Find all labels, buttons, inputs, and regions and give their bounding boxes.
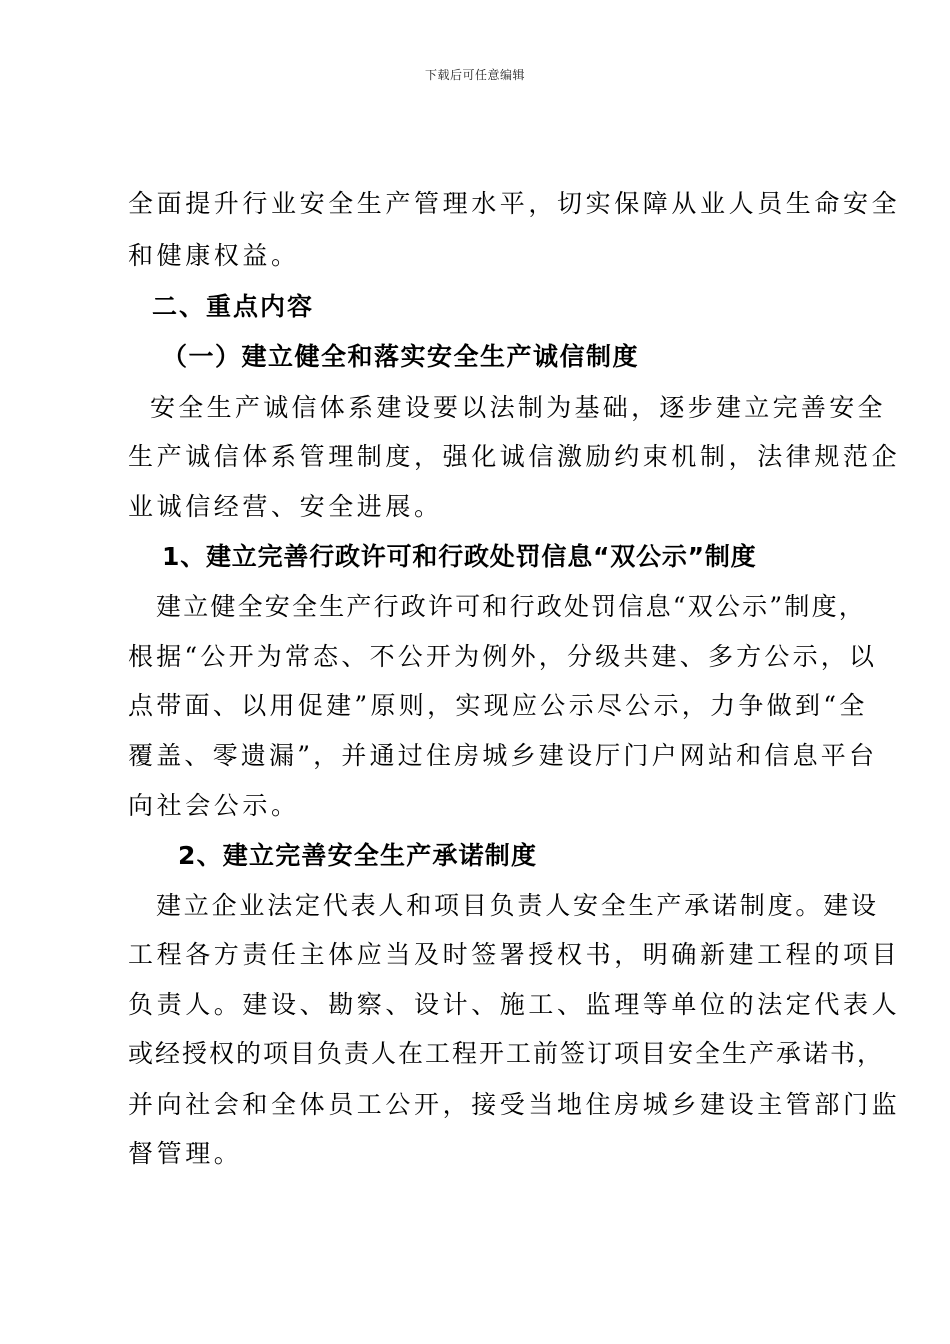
- paragraph-line: 或经授权的项目负责人在工程开工前签订项目安全生产承诺书，: [128, 1039, 885, 1068]
- paragraph-line: 并向社会和全体员工公开，接受当地住房城乡建设主管部门监: [128, 1090, 901, 1119]
- section-heading: 二、重点内容: [152, 292, 315, 321]
- section-heading: （一）建立健全和落实安全生产诚信制度: [162, 342, 640, 371]
- paragraph-line: 建立健全安全生产行政许可和行政处罚信息“双公示”制度，: [156, 592, 866, 621]
- paragraph-line: 生产诚信体系管理制度，强化诚信激励约束机制，法律规范企: [128, 442, 901, 471]
- paragraph-line: 业诚信经营、安全进展。: [128, 492, 443, 521]
- section-heading: 2、建立完善安全生产承诺制度: [178, 841, 538, 870]
- paragraph-line: 覆盖、零遗漏”，并通过住房城乡建设厅门户网站和信息平台: [128, 741, 878, 770]
- section-heading: 1、建立完善行政许可和行政处罚信息“双公示”制度: [162, 542, 757, 571]
- paragraph-line: 根据“公开为常态、不公开为例外，分级共建、多方公示，以: [128, 642, 878, 671]
- paragraph-line: 和健康权益。: [128, 241, 300, 270]
- paragraph-line: 建立企业法定代表人和项目负责人安全生产承诺制度。建设: [156, 891, 879, 920]
- page-header: 下载后可任意编辑: [424, 68, 525, 82]
- paragraph-line: 负责人。建设、勘察、设计、施工、监理等单位的法定代表人: [128, 990, 901, 1019]
- paragraph-line: 督管理。: [128, 1139, 243, 1168]
- paragraph-line: 安全生产诚信体系建设要以法制为基础，逐步建立完善安全: [150, 393, 886, 422]
- paragraph-line: 工程各方责任主体应当及时签署授权书，明确新建工程的项目: [128, 940, 901, 969]
- paragraph-line: 向社会公示。: [128, 791, 300, 820]
- paragraph-line: 点带面、以用促建”原则，实现应公示尽公示，力争做到“全: [128, 691, 868, 720]
- paragraph-line: 全面提升行业安全生产管理水平，切实保障从业人员生命安全: [128, 189, 901, 218]
